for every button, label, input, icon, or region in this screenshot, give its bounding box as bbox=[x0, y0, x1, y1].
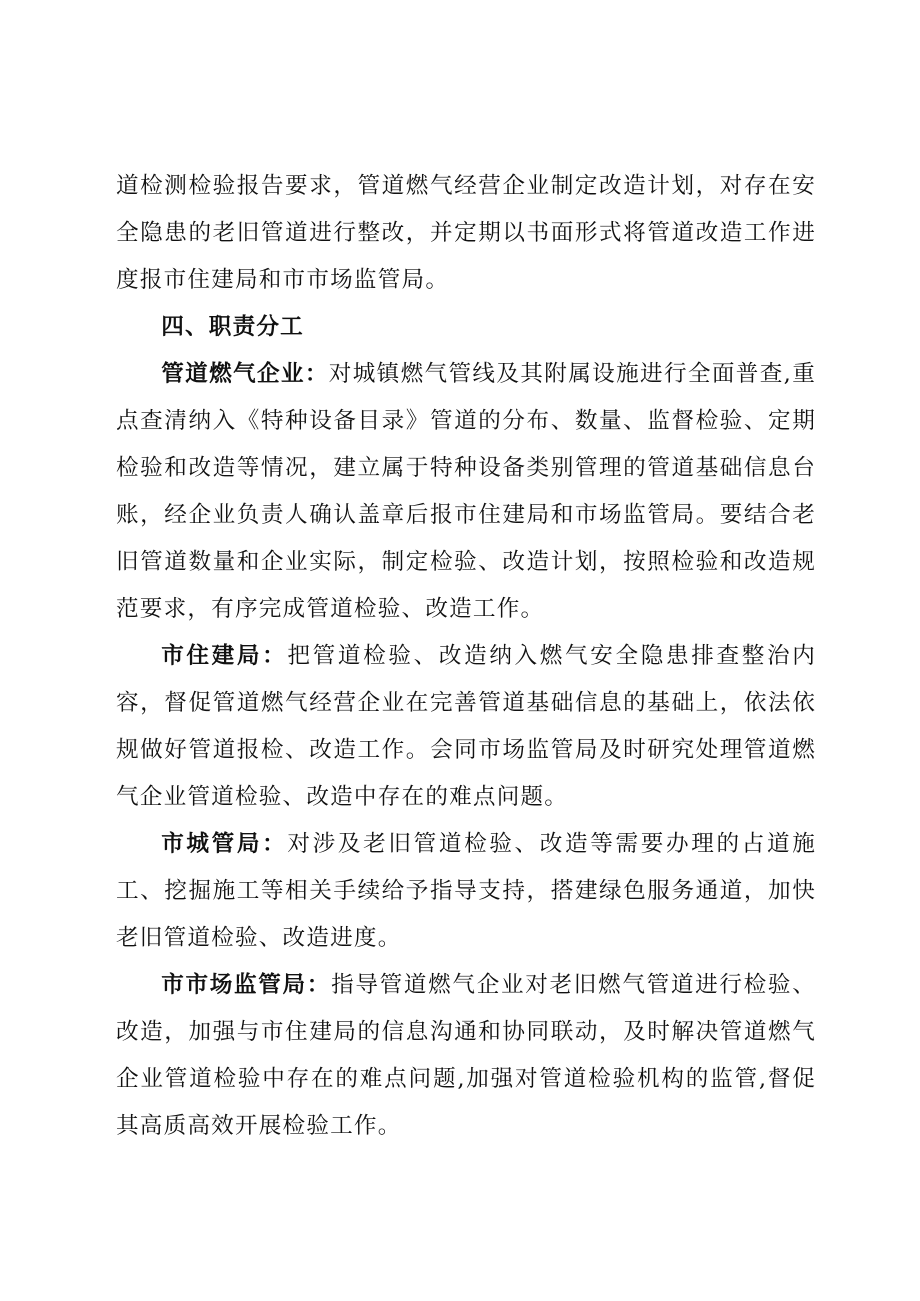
paragraph-text-urban-management: 对涉及老旧管道检验、改造等需要办理的占道施工、挖掘施工等相关手续给予指导支持，搭建绿色服务通道，加快老旧管道检验、改造进度。 bbox=[116, 831, 816, 951]
paragraph-housing-bureau bbox=[116, 633, 816, 821]
paragraph-lead-market-supervision: 市市场监管局： bbox=[161, 972, 332, 998]
paragraph-text-housing-bureau: 把管道检验、改造纳入燃气安全隐患排查整治内容，督促管道燃气经营企业在完善管道基础信息的基础上，依法依规做好管道报检、改造工作。会同市场监管局及时研究处理管道燃气企业管道检验、改造中存在的难点问题。 bbox=[116, 643, 816, 810]
paragraph-lead-gas-enterprise: 管道燃气企业： bbox=[161, 361, 329, 387]
paragraph-continuation bbox=[116, 163, 816, 304]
paragraph-lead-housing-bureau: 市住建局： bbox=[161, 643, 288, 669]
paragraph-lead-urban-management: 市城管局： bbox=[161, 831, 288, 857]
paragraph-urban-management bbox=[116, 821, 816, 962]
paragraph-gas-enterprise bbox=[116, 351, 816, 633]
section-heading-text: 四、职责分工 bbox=[161, 314, 304, 340]
paragraph-text-gas-enterprise: 对城镇燃气管线及其附属设施进行全面普查,重点查清纳入《特种设备目录》管道的分布、数量、监督检验、定期检验和改造等情况，建立属于特种设备类别管理的管道基础信息台账，经企业负责人确认盖章后报市住建局和市场监管局。要结合老旧管道数量和企业实际，制定检验、改造计划，按照检验和改造规范要求，有序完成管道检验、改造工作。 bbox=[116, 361, 816, 622]
section-heading bbox=[116, 304, 816, 351]
paragraph-text: 道检测检验报告要求，管道燃气经营企业制定改造计划，对存在安全隐患的老旧管道进行整改，并定期以书面形式将管道改造工作进度报市住建局和市市场监管局。 bbox=[116, 173, 816, 293]
paragraph-market-supervision bbox=[116, 962, 816, 1150]
document-body bbox=[116, 163, 816, 1150]
paragraph-text-market-supervision: 指导管道燃气企业对老旧燃气管道进行检验、改造，加强与市住建局的信息沟通和协同联动，及时解决管道燃气企业管道检验中存在的难点问题,加强对管道检验机构的监管,督促其高质高效开展检验工作。 bbox=[116, 972, 816, 1139]
